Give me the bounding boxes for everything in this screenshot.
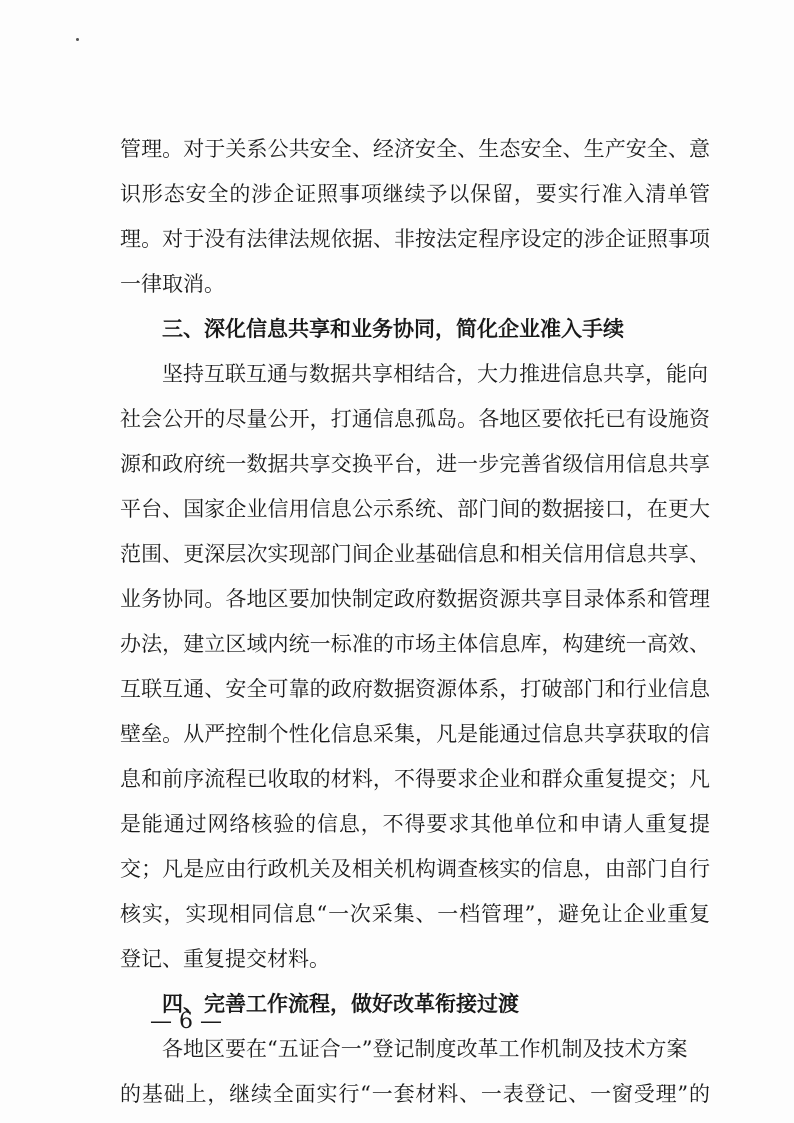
text-line: 源和政府统一数据共享交换平台，进一步完善省级信用信息共享 xyxy=(120,452,710,476)
text-line: 是能通过网络核验的信息，不得要求其他单位和申请人重复提 xyxy=(120,812,710,836)
text-line: 理。对于没有法律法规依据、非按法定程序设定的涉企证照事项 xyxy=(120,227,710,251)
body-text xyxy=(120,127,710,1117)
text-line: 管理。对于关系公共安全、经济安全、生态安全、生产安全、意 xyxy=(120,137,710,161)
text-line: 登记、重复提交材料。 xyxy=(120,947,330,971)
text-line: 壁垒。从严控制个性化信息采集，凡是能通过信息共享获取的信 xyxy=(120,722,710,746)
text-line: 互联互通、安全可靠的政府数据资源体系，打破部门和行业信息 xyxy=(120,677,710,701)
text-line: 交；凡是应由行政机关及相关机构调查核实的信息，由部门自行 xyxy=(120,857,710,881)
paragraph-first-line: 坚持互联互通与数据共享相结合，大力推进信息共享，能向 xyxy=(162,362,708,386)
text-line: 的基础上，继续全面实行“一套材料、一表登记、一窗受理”的 xyxy=(120,1082,710,1106)
text-line: 业务协同。各地区要加快制定政府数据资源共享目录体系和管理 xyxy=(120,587,710,611)
page-number: — 6 — xyxy=(150,1009,222,1034)
text-line: 范围、更深层次实现部门间企业基础信息和相关信用信息共享、 xyxy=(120,542,710,566)
text-line: 息和前序流程已收取的材料，不得要求企业和群众重复提交；凡 xyxy=(120,767,710,791)
scan-speck xyxy=(76,38,79,41)
text-line: 社会公开的尽量公开，打通信息孤岛。各地区要依托已有设施资 xyxy=(120,407,710,431)
text-line: 核实，实现相同信息“一次采集、一档管理”，避免让企业重复 xyxy=(120,902,710,926)
text-line: 一律取消。 xyxy=(120,272,225,296)
text-line: 平台、国家企业信用信息公示系统、部门间的数据接口，在更大 xyxy=(120,497,710,521)
paragraph-first-line: 各地区要在“五证合一”登记制度改革工作机制及技术方案 xyxy=(162,1037,688,1061)
section-heading-4: 四、完善工作流程，做好改革衔接过渡 xyxy=(162,992,519,1016)
section-heading-3: 三、深化信息共享和业务协同，简化企业准入手续 xyxy=(162,317,624,341)
text-line: 办法，建立区域内统一标准的市场主体信息库，构建统一高效、 xyxy=(120,632,710,656)
text-line: 识形态安全的涉企证照事项继续予以保留，要实行准入清单管 xyxy=(120,182,710,206)
